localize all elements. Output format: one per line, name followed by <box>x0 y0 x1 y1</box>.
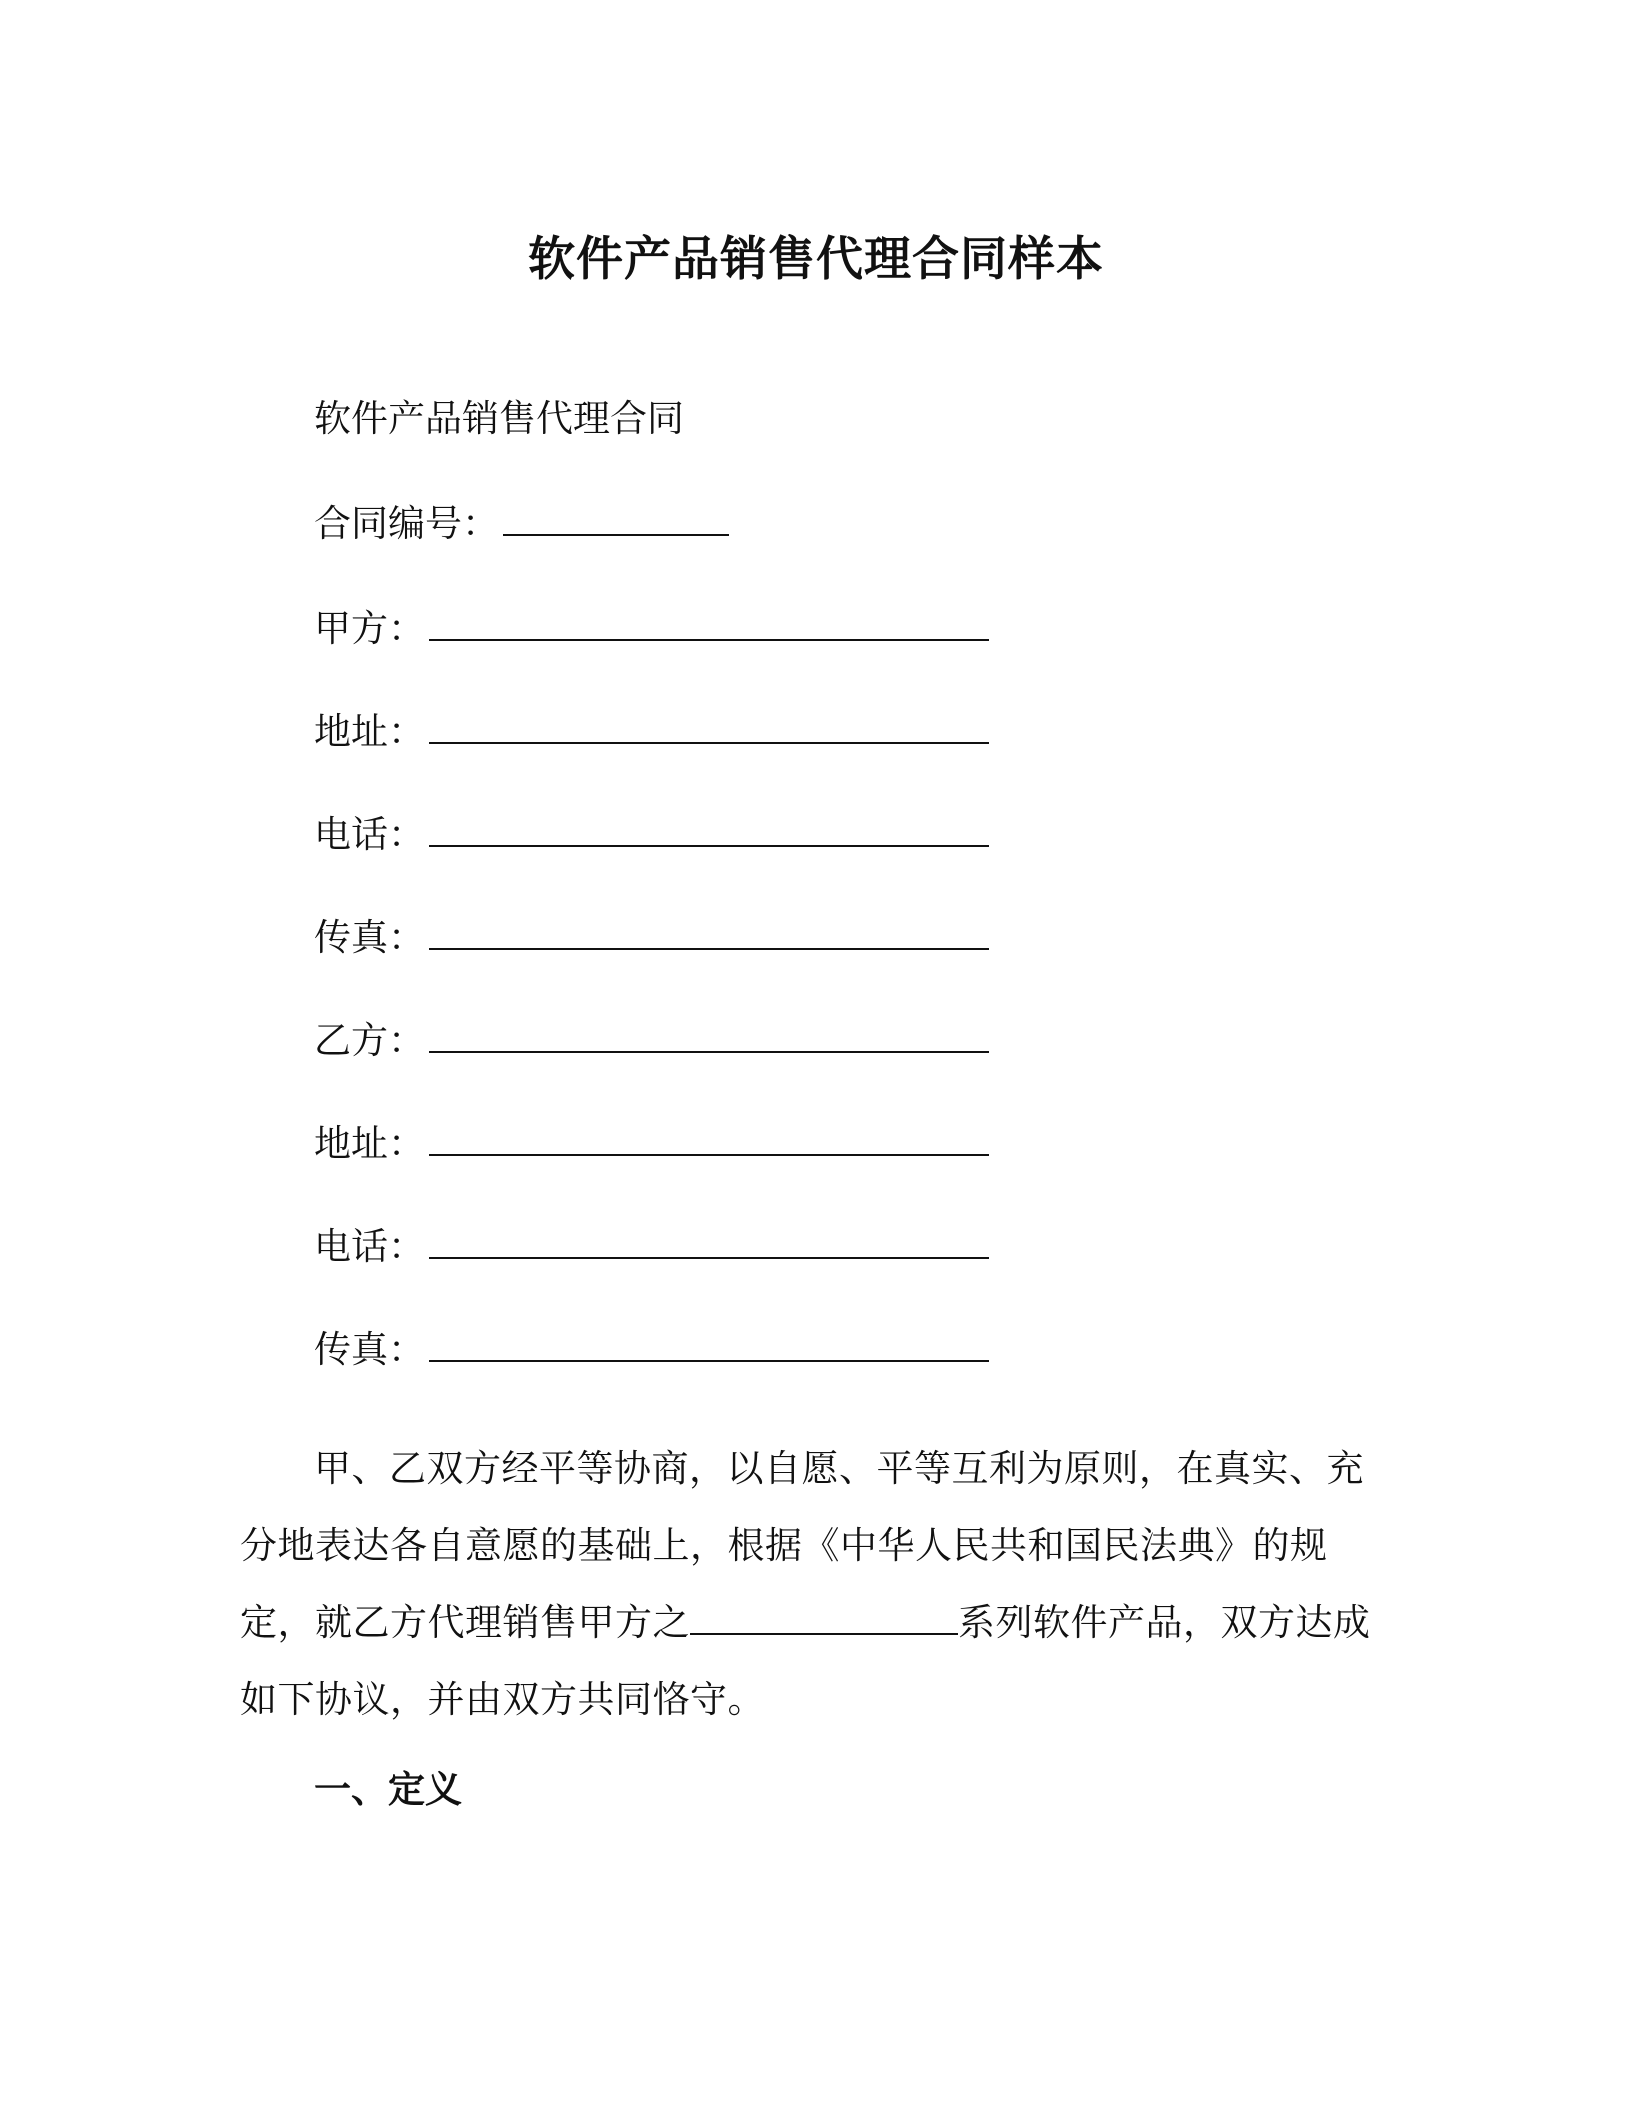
fill-in-blank[interactable] <box>429 716 989 744</box>
field-label: 传真： <box>314 916 425 959</box>
document-title: 软件产品销售代理合同样本 <box>528 232 1104 287</box>
field-party-a-phone <box>314 809 989 861</box>
field-label: 甲方： <box>314 607 425 650</box>
field-label: 乙方： <box>314 1019 425 1062</box>
field-party-b-fax <box>314 1324 989 1376</box>
contract-subtitle <box>314 393 684 445</box>
field-label: 地址： <box>314 710 425 753</box>
field-label: 电话： <box>314 1225 425 1268</box>
preamble-text-part2: 系列软件产品，双方达成如下协议，并由双方共同恪守。 <box>240 1601 1371 1721</box>
field-party-a <box>314 603 989 655</box>
field-party-b <box>314 1015 989 1067</box>
product-series-blank[interactable] <box>690 1607 958 1635</box>
contract-subtitle-text: 软件产品销售代理合同 <box>314 397 684 440</box>
field-party-b-address <box>314 1118 989 1170</box>
section-heading-definitions: 一、定义 <box>314 1768 462 1811</box>
field-party-a-fax <box>314 912 989 964</box>
preamble-text-part1: 甲、乙双方经平等协商，以自愿、平等互利为原则，在真实、充分地表达各自意愿的基础上，根据《中华人民共和国民法典》的规定，就乙方代理销售甲方之 <box>240 1447 1364 1644</box>
preamble-paragraph <box>240 1430 1390 1738</box>
field-label: 传真： <box>314 1328 425 1371</box>
fill-in-blank[interactable] <box>429 1025 989 1053</box>
fill-in-blank[interactable] <box>429 1334 989 1362</box>
fill-in-blank[interactable] <box>429 922 989 950</box>
field-label: 合同编号： <box>314 502 499 545</box>
field-party-a-address <box>314 706 989 758</box>
fill-in-blank[interactable] <box>429 1128 989 1156</box>
field-label: 电话： <box>314 813 425 856</box>
fill-in-blank[interactable] <box>503 508 729 536</box>
fill-in-blank[interactable] <box>429 613 989 641</box>
field-contract-number <box>314 498 729 550</box>
fill-in-blank[interactable] <box>429 819 989 847</box>
fill-in-blank[interactable] <box>429 1231 989 1259</box>
field-label: 地址： <box>314 1122 425 1165</box>
field-party-b-phone <box>314 1221 989 1273</box>
